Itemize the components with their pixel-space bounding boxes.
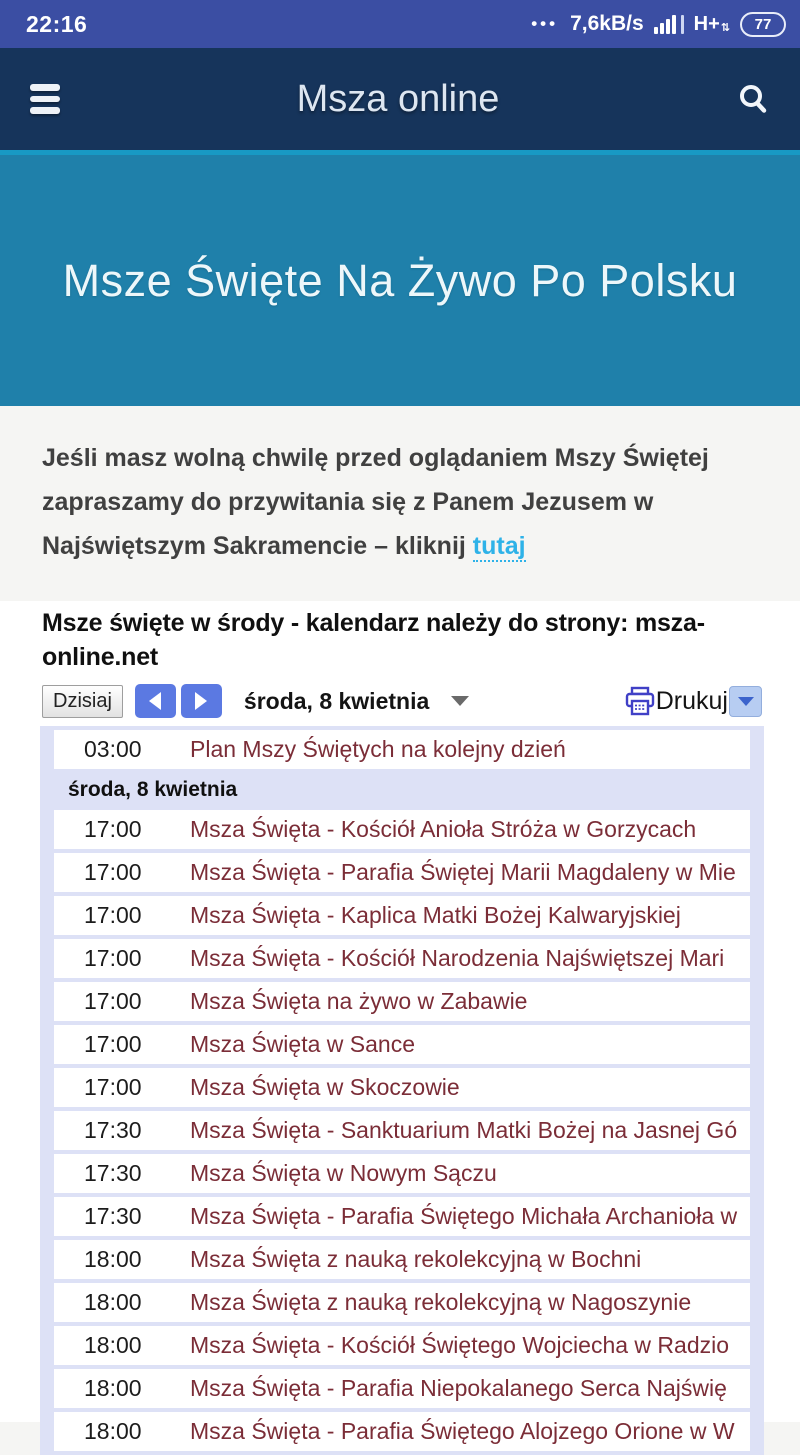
today-button[interactable]: Dzisiaj — [42, 685, 123, 718]
event-title[interactable]: Msza Święta - Parafia Świętej Marii Magdaleny w Mie — [190, 859, 736, 885]
next-day-button[interactable] — [181, 684, 222, 718]
calendar-card — [0, 601, 800, 1444]
event-row[interactable] — [54, 982, 750, 1021]
event-time: 18:00 — [84, 1289, 142, 1315]
print-label[interactable]: Drukuj — [655, 686, 728, 715]
event-row[interactable] — [54, 810, 750, 849]
event-time: 18:00 — [84, 1246, 142, 1272]
intro-text: Jeśli masz wolną chwilę przed oglądaniem Mszy Świętej zapraszamy do przywitania się z Panem Jezusem w Najświętszym Sakramencie – kliknij — [42, 444, 709, 560]
network-type-indicator: H+ ⇅ — [693, 12, 730, 35]
event-row[interactable] — [54, 1369, 750, 1408]
event-title[interactable]: Msza Święta - Parafia Świętego Michała Archanioła w — [190, 1203, 738, 1229]
prev-day-button[interactable] — [135, 684, 176, 718]
event-row[interactable] — [54, 1068, 750, 1107]
notification-dots-icon: ••• — [531, 14, 559, 33]
print-options-button[interactable] — [729, 686, 762, 717]
event-time: 17:00 — [84, 902, 142, 928]
menu-icon[interactable] — [30, 84, 60, 114]
data-arrows-icon: ⇅ — [720, 20, 730, 34]
event-time: 18:00 — [84, 1375, 142, 1401]
intro-section — [0, 406, 800, 601]
event-title[interactable]: Msza Święta - Kościół Świętego Wojciecha w Radzio — [190, 1332, 730, 1358]
printer-icon[interactable] — [624, 685, 656, 717]
event-row[interactable] — [54, 853, 750, 892]
event-row[interactable] — [54, 730, 750, 769]
status-bar — [0, 0, 800, 48]
event-title[interactable]: Msza Święta - Kościół Anioła Stróża w Gorzycach — [190, 816, 697, 842]
event-time: 17:30 — [84, 1160, 142, 1186]
event-title[interactable]: Msza Święta z nauką rekolekcyjną w Bochni — [190, 1246, 642, 1272]
signal-strength-icon — [654, 15, 684, 34]
chevron-left-icon — [149, 692, 161, 710]
app-bar — [0, 48, 800, 150]
clock: 22:16 — [26, 10, 88, 37]
calendar-heading: Msze święte w środy - kalendarz należy do strony: msza-online.net — [42, 609, 705, 671]
event-title[interactable]: Msza Święta w Sance — [190, 1031, 415, 1057]
event-title[interactable]: Msza Święta na żywo w Zabawie — [190, 988, 528, 1014]
event-title[interactable]: Msza Święta - Parafia Świętego Alojzego Orione w W — [190, 1418, 735, 1444]
event-title[interactable]: Msza Święta - Sanktuarium Matki Bożej na Jasnej Gó — [190, 1117, 738, 1143]
tutaj-link[interactable]: tutaj — [472, 532, 526, 560]
agenda-rows — [40, 730, 764, 1451]
event-row[interactable] — [54, 1154, 750, 1193]
chevron-down-icon — [738, 697, 754, 706]
hero-banner — [0, 155, 800, 406]
event-time: 18:00 — [84, 1332, 142, 1358]
event-row[interactable] — [54, 1326, 750, 1365]
event-time: 17:00 — [84, 816, 142, 842]
event-title[interactable]: Msza Święta z nauką rekolekcyjną w Nagoszynie — [190, 1289, 692, 1315]
event-title[interactable]: Msza Święta w Nowym Sączu — [190, 1160, 497, 1186]
chevron-right-icon — [195, 692, 207, 710]
event-row[interactable] — [54, 1197, 750, 1236]
network-speed: 7,6kB/s — [570, 12, 644, 35]
calendar-toolbar — [42, 683, 762, 719]
event-time: 17:00 — [84, 988, 142, 1014]
event-title[interactable]: Msza Święta w Skoczowie — [190, 1074, 460, 1100]
event-row[interactable] — [54, 939, 750, 978]
event-time: 17:30 — [84, 1117, 142, 1143]
search-icon[interactable] — [736, 82, 770, 116]
intro-paragraph — [42, 436, 758, 568]
current-date-label: środa, 8 kwietnia — [243, 687, 430, 714]
event-time: 17:30 — [84, 1203, 142, 1229]
event-time: 03:00 — [84, 736, 142, 762]
event-row[interactable] — [54, 1025, 750, 1064]
event-title[interactable]: Plan Mszy Świętych na kolejny dzień — [190, 736, 566, 762]
event-time: 17:00 — [84, 859, 142, 885]
event-row[interactable] — [54, 1283, 750, 1322]
app-title: Msza online — [296, 77, 500, 120]
event-row[interactable] — [54, 1240, 750, 1279]
battery-indicator: 77 — [740, 12, 786, 37]
event-time: 18:00 — [84, 1418, 142, 1444]
event-time: 17:00 — [84, 945, 142, 971]
event-row[interactable] — [54, 1412, 750, 1451]
event-row[interactable] — [54, 1111, 750, 1150]
event-row[interactable] — [54, 896, 750, 935]
event-title[interactable]: Msza Święta - Parafia Niepokalanego Serca Najświę — [190, 1375, 727, 1401]
date-dropdown-icon[interactable] — [451, 696, 469, 706]
agenda-list — [40, 726, 764, 1455]
event-time: 17:00 — [84, 1031, 142, 1057]
day-header-row: środa, 8 kwietnia — [68, 777, 238, 801]
event-title[interactable]: Msza Święta - Kaplica Matki Bożej Kalwaryjskiej — [190, 902, 681, 928]
event-title[interactable]: Msza Święta - Kościół Narodzenia Najświętszej Mari — [190, 945, 725, 971]
page-title: Msze Święte Na Żywo Po Polsku — [62, 254, 738, 306]
event-time: 17:00 — [84, 1074, 142, 1100]
